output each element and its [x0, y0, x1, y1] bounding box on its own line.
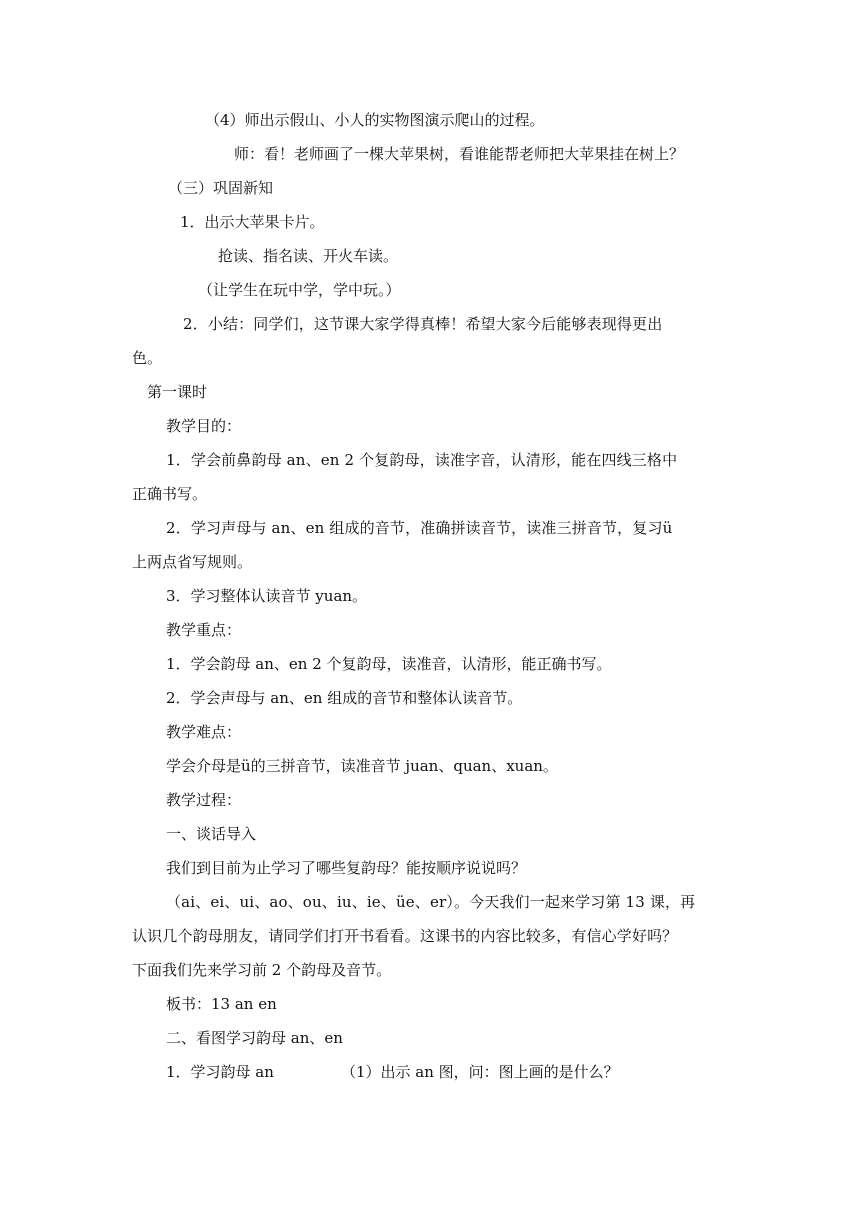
lesson-heading: 第一课时 [147, 383, 208, 401]
text-line: 下面我们先来学习前 2 个韵母及音节。 [132, 961, 392, 979]
section-heading: 教学目的： [166, 417, 242, 435]
board-text: 板书：13 an en [166, 995, 277, 1013]
text-line: 1．学会前鼻韵母 an、en 2 个复韵母，读准字音，认清形，能在四线三格中 [166, 451, 678, 469]
section-heading: 教学难点： [166, 723, 242, 741]
text-line: （让学生在玩中学，学中玩。） [198, 281, 401, 299]
section-heading: 二、看图学习韵母 an、en [166, 1029, 343, 1047]
text-line: （4）师出示假山、小人的实物图演示爬山的过程。 [205, 111, 545, 129]
text-line: 1．学会韵母 an、en 2 个复韵母，读准音，认清形，能正确书写。 [166, 655, 612, 673]
text-line: 师：看！老师画了一棵大苹果树，看谁能帮老师把大苹果挂在树上？ [234, 145, 685, 163]
text-line: （1）出示 an 图，问：图上画的是什么？ [341, 1063, 619, 1081]
text-line: 正确书写。 [132, 485, 208, 503]
text-line: 抢读、指名读、开火车读。 [218, 247, 399, 265]
text-line: 认识几个韵母朋友，请同学们打开书看看。这课书的内容比较多，有信心学好吗？ [132, 927, 678, 945]
section-heading: （三）巩固新知 [168, 179, 274, 197]
text-line: 学会介母是ü的三拼音节，读准音节 juan、quan、xuan。 [166, 757, 558, 775]
text-line: （ai、ei、ui、ao、ou、iu、ie、üe、er）。今天我们一起来学习第 13 课，再 [166, 893, 696, 911]
text-line: 2．学会声母与 an、en 组成的音节和整体认读音节。 [166, 689, 523, 707]
section-heading: 教学过程： [166, 791, 242, 809]
section-heading: 一、谈话导入 [166, 825, 257, 843]
text-line: 1．学习韵母 an [166, 1063, 274, 1081]
text-line: 上两点省写规则。 [132, 553, 253, 571]
text-line: 1．出示大苹果卡片。 [180, 213, 325, 231]
text-line: 2．小结：同学们，这节课大家学得真棒！希望大家今后能够表现得更出 [183, 315, 663, 333]
text-line: 2．学习声母与 an、en 组成的音节，准确拼读音节，读准三拼音节，复习ü [166, 519, 673, 537]
section-heading: 教学重点： [166, 621, 242, 639]
text-line: 3．学习整体认读音节 yuan。 [166, 587, 368, 605]
text-line: 我们到目前为止学习了哪些复韵母？能按顺序说说吗？ [166, 859, 527, 877]
text-line: 色。 [132, 349, 163, 367]
